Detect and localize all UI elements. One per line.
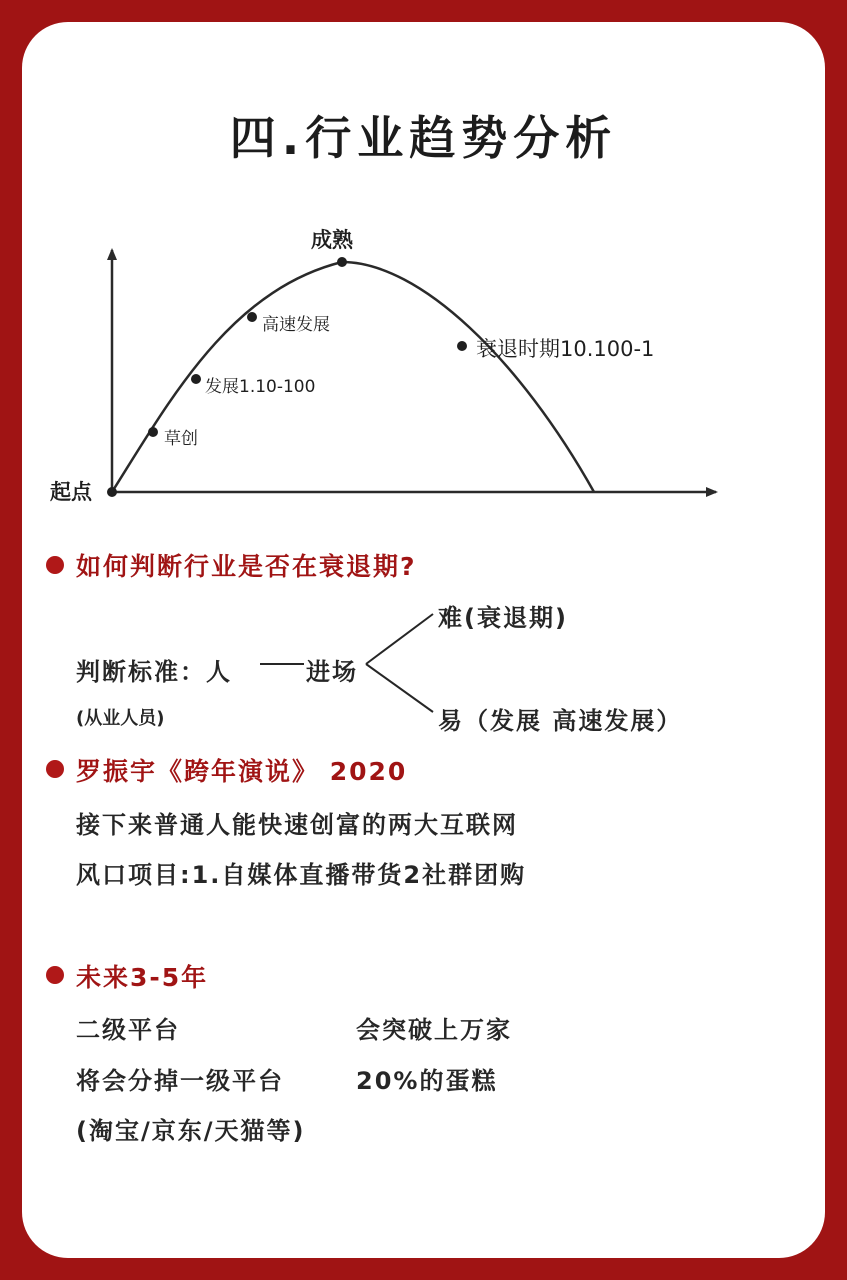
section3-left1: 二级平台 [76,1016,180,1044]
hard-label: 难(衰退期) [438,604,568,632]
criteria-text: 判断标准：人 [76,658,232,686]
stage-shuaitui-point [457,341,467,351]
origin-point [107,487,117,497]
stage-chengshu-point [337,257,347,267]
easy-label: 易（发展 高速发展） [438,707,683,735]
section3-heading: 未来3-5年 [76,963,209,992]
stage-chengshu-label: 成熟 [311,228,353,252]
section1-heading: 如何判断行业是否在衰退期? [76,552,417,581]
stage-gaosu-label: 高速发展 [262,315,330,335]
section2-heading: 罗振宇《跨年演说》 2020 [76,757,408,786]
enter-text: 进场 [306,658,358,686]
stage-cao-point [148,427,158,437]
section3-right1: 会突破上万家 [356,1016,512,1044]
section2-line1: 接下来普通人能快速创富的两大互联网 [76,811,518,839]
section3-left3: (淘宝/京东/天猫等) [76,1117,306,1145]
section1-bullet [46,556,64,574]
staff-note: (从业人员) [76,708,165,729]
stage-cao-label: 草创 [164,429,198,449]
lifecycle-curve [112,262,594,492]
stage-shuaitui-label: 衰退时期10.100-1 [476,337,655,361]
stage-fazhan-point [191,374,201,384]
origin-label: 起点 [50,480,92,504]
section3-bullet [46,966,64,984]
page-title: 四.行业趋势分析 [229,111,618,165]
section2-bullet [46,760,64,778]
stage-gaosu-point [247,312,257,322]
stage-fazhan-label: 发展1.10-100 [205,377,316,397]
section2-line2: 风口项目:1.自媒体直播带货2社群团购 [76,861,527,889]
section3-left2: 将会分掉一级平台 [76,1067,284,1095]
industry-lifecycle-diagram [0,0,847,540]
section3-right2: 20%的蛋糕 [356,1067,498,1095]
